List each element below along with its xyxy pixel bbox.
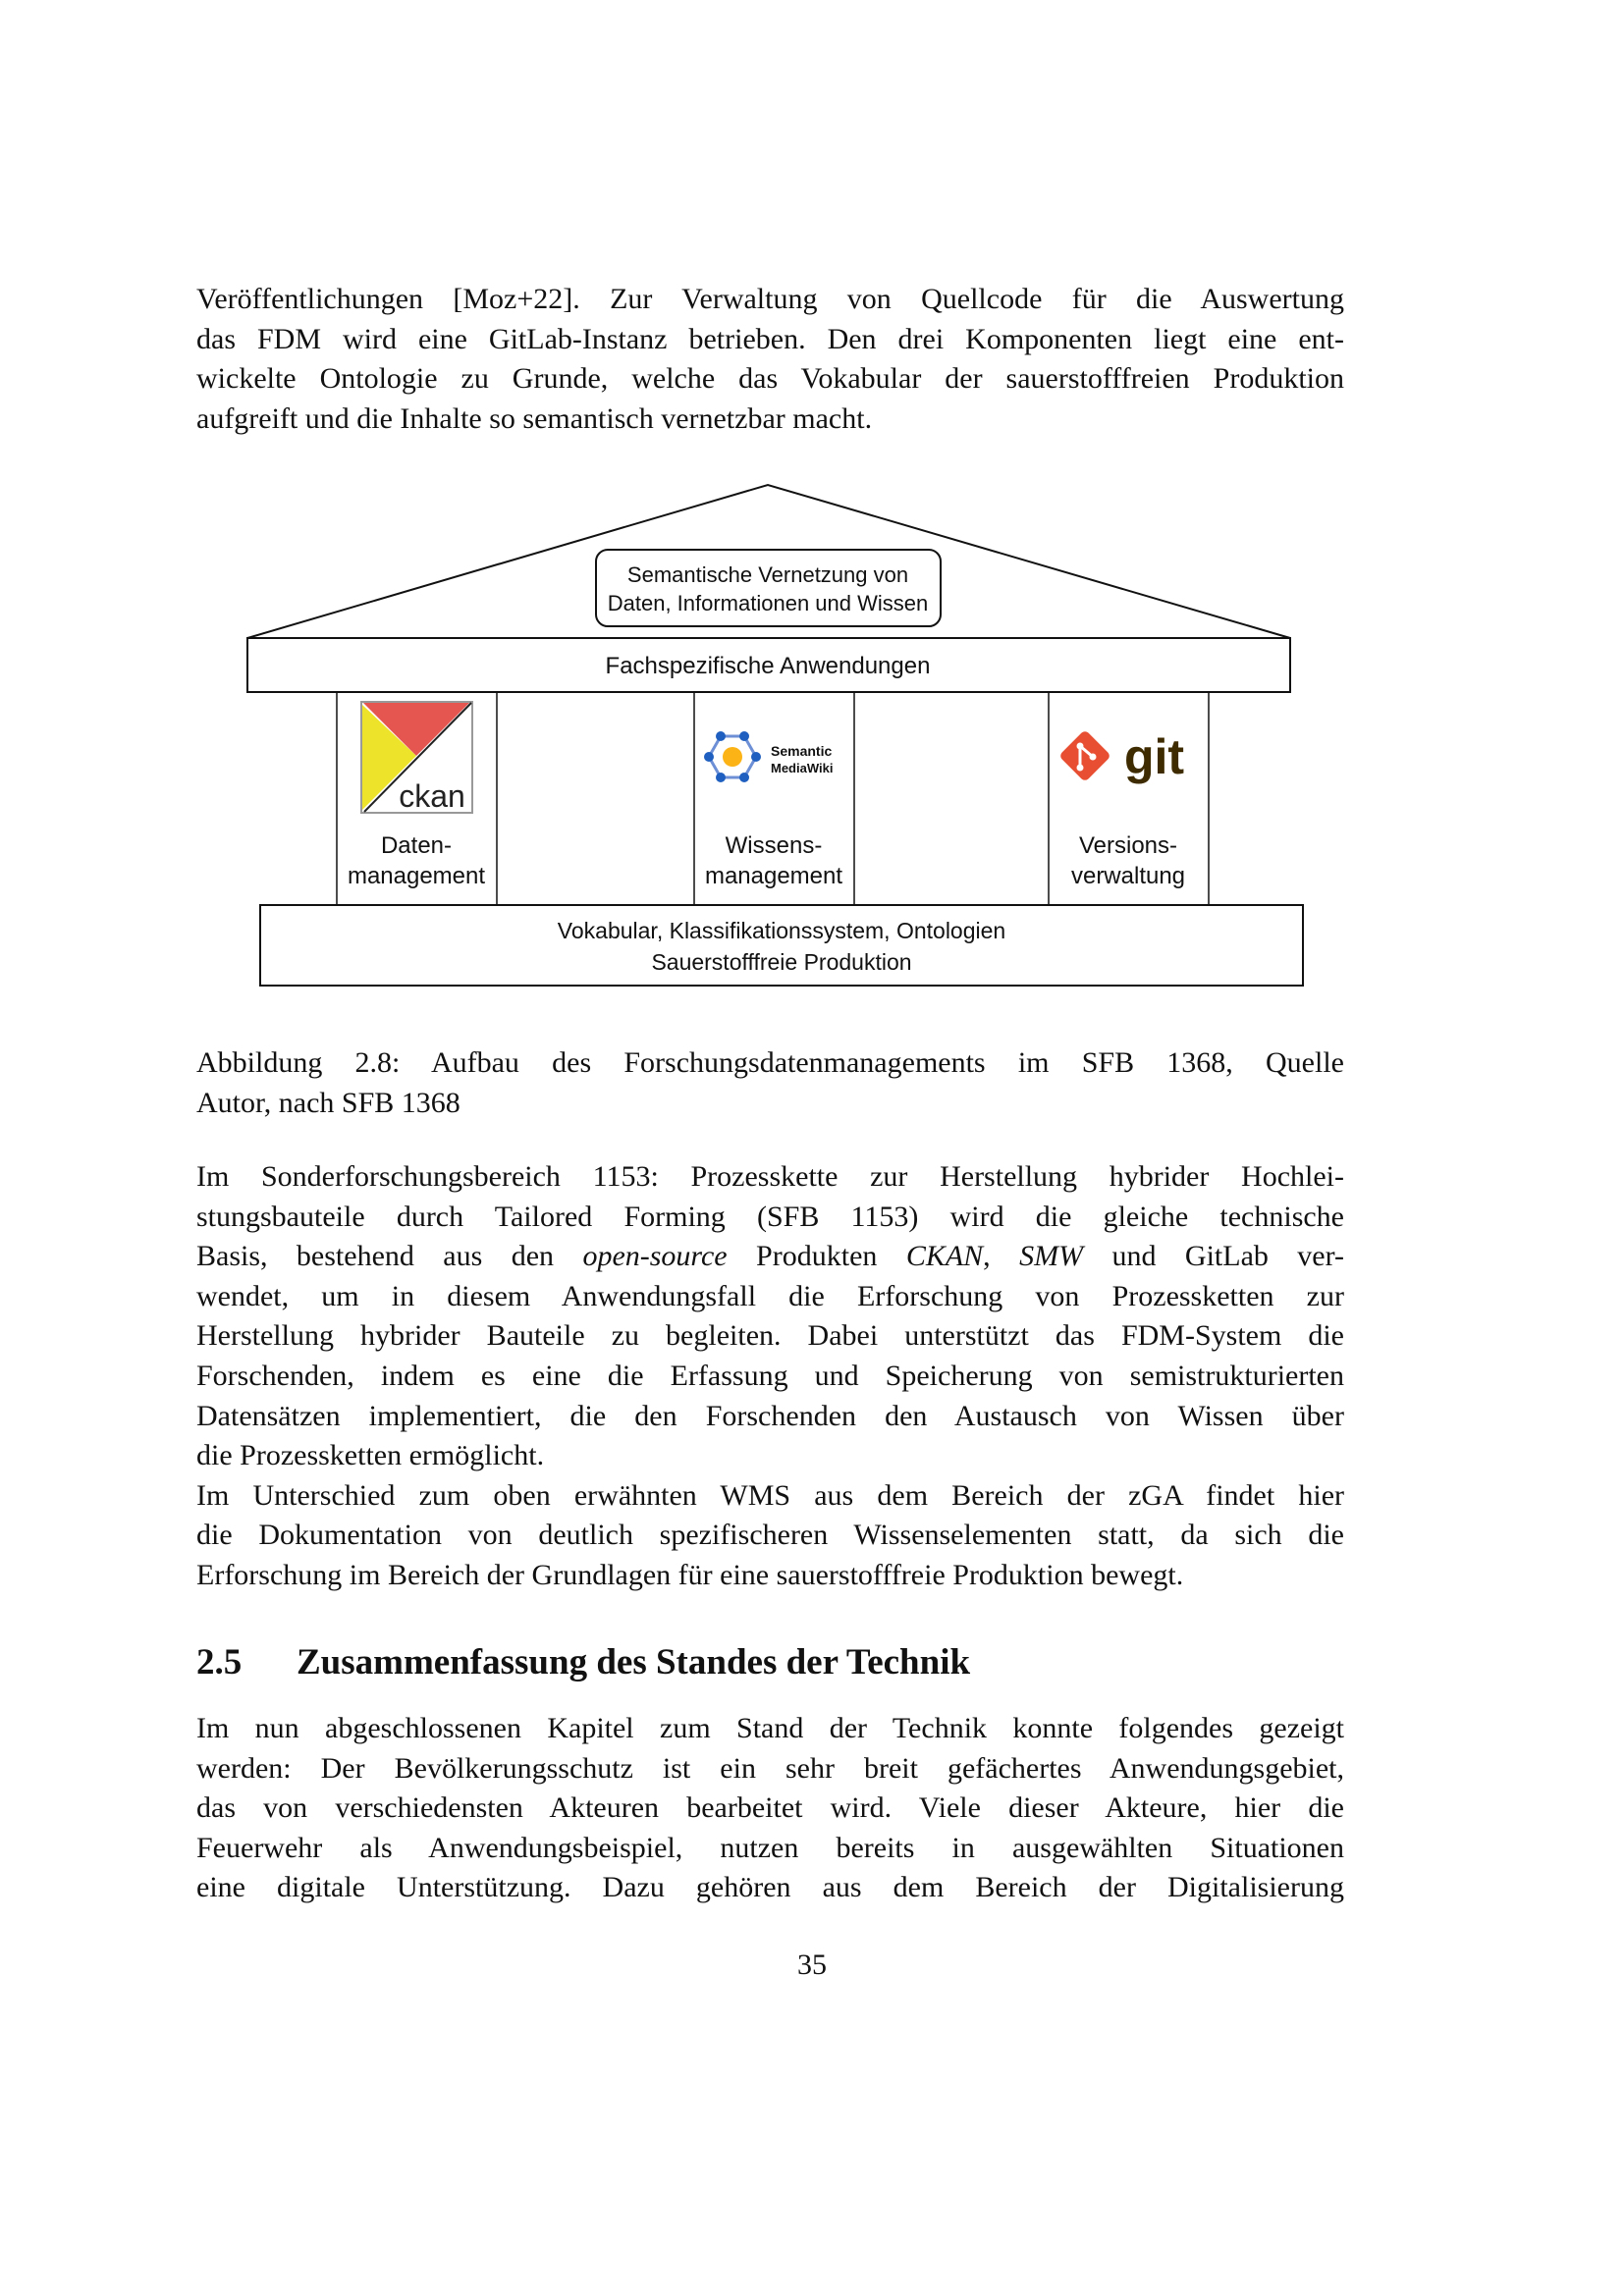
text-segment: eine digitale Unterstützung. Dazu gehören aus dem Bereich der Digitalisierung [196, 1871, 1344, 1904]
paragraph-intro [196, 280, 1344, 439]
figure-caption [196, 1043, 1344, 1123]
text-line [196, 1084, 1344, 1124]
text-line [196, 1237, 1344, 1277]
text-line [196, 1749, 1344, 1789]
paragraph-summary [196, 1709, 1344, 1908]
foundation-line-1: Vokabular, Klassifikationssystem, Ontologien [557, 918, 1006, 943]
application-band-label: Fachspezifische Anwendungen [605, 653, 931, 679]
text-line [196, 280, 1344, 320]
text-segment: Im nun abgeschlossenen Kapitel zum Stand der Technik konnte folgendes gezeigt [196, 1712, 1344, 1744]
pillar-data-label-1: Daten- [380, 832, 453, 859]
text-line [196, 400, 1344, 440]
text-segment: Erforschung im Bereich der Grundlagen für eine sauerstofffreie Produktion bewegt. [196, 1558, 1184, 1591]
roof-box-line-1: Semantische Vernetzung von [626, 562, 909, 587]
text-line [196, 1198, 1344, 1238]
text-segment: das von verschiedensten Akteuren bearbeitet wird. Viele dieser Akteure, hier die [196, 1791, 1344, 1825]
text-line [196, 1357, 1344, 1397]
pillar-version-label-1: Versions- [1078, 832, 1178, 859]
text-segment: , [983, 1240, 1020, 1273]
semantic-mediawiki-logo-icon [704, 731, 833, 782]
text-line [196, 1789, 1344, 1829]
text-segment: Herstellung hybrider Bauteile zu begleiten. Dabei unterstützt das FDM-System die [196, 1319, 1344, 1353]
ckan-logo-icon [361, 702, 472, 814]
text-line [196, 1397, 1344, 1437]
text-line [196, 1516, 1344, 1556]
roof-box-line-2: Daten, Informationen und Wissen [607, 591, 929, 615]
italic-text: open-source [582, 1240, 728, 1273]
text-line [196, 1277, 1344, 1317]
text-segment: das FDM wird eine GitLab-Instanz betrieben. Den drei Komponenten liegt eine ent- [196, 322, 1344, 355]
text-segment: die Dokumentation von deutlich spezifischeren Wissenselementen statt, da sich die [196, 1519, 1344, 1552]
italic-text: SMW [1019, 1240, 1084, 1273]
pillar-knowledge-label-2: management [704, 863, 843, 889]
text-line [196, 1043, 1344, 1084]
text-segment: die Prozessketten ermöglicht. [196, 1439, 545, 1472]
text-segment: Basis, bestehend aus den [196, 1240, 583, 1273]
text-line [196, 1709, 1344, 1749]
svg-text:Semantic: Semantic [771, 743, 833, 759]
svg-text:MediaWiki: MediaWiki [771, 761, 834, 775]
pillar-knowledge-label-1: Wissens- [725, 832, 823, 859]
page-number: 35 [797, 1949, 827, 1981]
section-heading [196, 1639, 970, 1686]
text-line [196, 1556, 1344, 1596]
text-segment: Feuerwehr als Anwendungsbeispiel, nutzen bereits in ausgewählten Situationen [196, 1831, 1344, 1864]
text-segment: Datensätzen implementiert, die den Forschenden den Austausch von Wissen über [196, 1399, 1344, 1432]
text-line [196, 359, 1344, 400]
svg-text:git: git [1124, 729, 1185, 784]
paragraph-sfb1153 [196, 1157, 1344, 1596]
section-number: 2.5 [196, 1642, 243, 1682]
text-segment: Produkten [727, 1240, 906, 1273]
text-segment: Im Sonderforschungsbereich 1153: Prozesskette zur Herstellung hybrider Hochlei- [196, 1160, 1344, 1193]
text-segment: Abbildung 2.8: Aufbau des Forschungsdatenmanagements im SFB 1368, Quelle [196, 1046, 1344, 1079]
pillar-version-label-2: verwaltung [1070, 863, 1186, 889]
svg-text:ckan: ckan [399, 778, 465, 814]
text-line [196, 1868, 1344, 1908]
text-line [196, 1316, 1344, 1357]
pillar-data-label-2: management [347, 863, 486, 889]
text-segment: Autor, nach SFB 1368 [196, 1086, 460, 1119]
text-segment: Forschenden, indem es eine die Erfassung und Speicherung von semistrukturierten [196, 1359, 1344, 1392]
text-line [196, 1829, 1344, 1869]
text-segment: Im Unterschied zum oben erwähnten WMS aus dem Bereich der zGA findet hier [196, 1478, 1344, 1512]
section-title: Zusammenfassung des Standes der Technik [297, 1642, 971, 1682]
text-segment: aufgreift und die Inhalte so semantisch vernetzbar macht. [196, 401, 873, 435]
text-segment: werden: Der Bevölkerungsschutz ist ein sehr breit gefächertes Anwendungsgebiet, [196, 1751, 1344, 1785]
text-line [196, 1157, 1344, 1198]
text-segment: stungsbauteile durch Tailored Forming (SFB 1153) wird die gleiche technische [196, 1200, 1344, 1233]
text-line [196, 1436, 1344, 1476]
text-segment: Veröffentlichungen [Moz+22]. Zur Verwaltung von Quellcode für die Auswertung [196, 283, 1344, 315]
text-segment: und GitLab ver- [1083, 1240, 1345, 1273]
foundation-line-2: Sauerstofffreie Produktion [651, 949, 912, 975]
text-line [196, 320, 1344, 360]
git-logo-icon [1058, 729, 1184, 784]
text-segment: wickelte Ontologie zu Grunde, welche das Vokabular der sauerstofffreien Produktion [196, 362, 1344, 396]
italic-text: CKAN [905, 1240, 984, 1273]
text-line [196, 1476, 1344, 1517]
figure-fdm-house [0, 471, 1624, 1001]
text-segment: wendet, um in diesem Anwendungsfall die Erforschung von Prozessketten zur [196, 1279, 1344, 1312]
